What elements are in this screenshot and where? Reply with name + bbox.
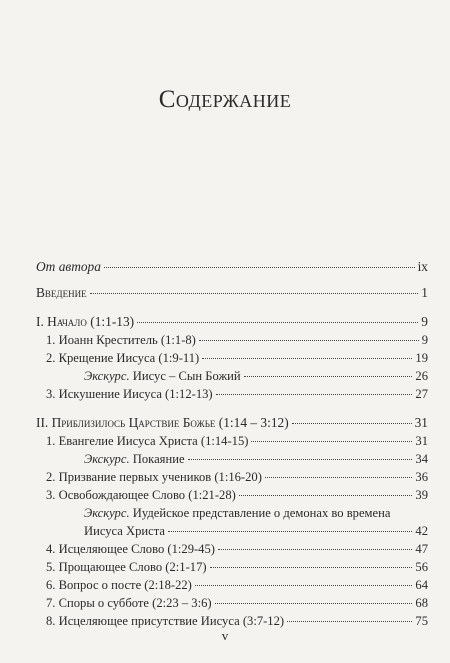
toc-entry-preface[interactable]: [36, 260, 428, 274]
dot-leader: [218, 549, 412, 550]
dot-leader: [188, 459, 413, 460]
toc-entry-part-1[interactable]: [36, 315, 428, 329]
dot-leader: [202, 358, 412, 359]
toc-entry-page: 1: [421, 285, 428, 300]
toc-entry-excursus-son-of-god[interactable]: [84, 369, 428, 383]
toc-entry-1-2[interactable]: [46, 351, 428, 365]
toc-entry-title: 5. Прощающее Слово (2:1-17): [46, 560, 207, 574]
toc-entry-excursus-demons-line1[interactable]: [84, 506, 428, 520]
toc-entry-title: 3. Освобождающее Слово (1:21-28): [46, 488, 236, 502]
toc-entry-title: 6. Вопрос о посте (2:18-22): [46, 578, 192, 592]
page-number: v: [221, 628, 229, 643]
toc-entry-2-7[interactable]: [46, 596, 428, 610]
toc-entry-page: 56: [415, 560, 428, 574]
dot-leader: [210, 567, 413, 568]
toc-entry-page: 26: [415, 369, 428, 383]
toc-entry-title: I. Начало (1:1-13): [36, 314, 135, 329]
toc-entry-title: 1. Евангелие Иисуса Христа (1:14-15): [46, 434, 249, 448]
toc-entry-2-8[interactable]: [46, 614, 428, 628]
excursus-title: Иудейское представление о демонах во времена: [132, 506, 391, 520]
toc-entry-page: 19: [415, 351, 428, 365]
toc-entry-page: 75: [415, 614, 428, 628]
toc-entry-title: 8. Исцеляющее присутствие Иисуса (3:7-12): [46, 614, 285, 628]
toc-entry-title: 1. Иоанн Креститель (1:1-8): [46, 333, 196, 347]
toc-entry-title: 2. Крещение Иисуса (1:9-11): [46, 351, 200, 365]
toc-entry-title: 7. Споры о субботе (2:23 – 3:6): [46, 596, 212, 610]
toc-entry-excursus-repentance[interactable]: [84, 452, 428, 466]
toc-entry-title: [84, 452, 185, 466]
toc-entry-2-6[interactable]: [46, 578, 428, 592]
dot-leader: [199, 340, 419, 341]
toc-entry-1-1[interactable]: [46, 333, 428, 347]
dot-leader: [168, 531, 412, 532]
toc-entry-part-2[interactable]: [36, 416, 428, 430]
toc-entry-page: 47: [415, 542, 428, 556]
dot-leader: [90, 293, 419, 294]
dot-leader: [239, 495, 413, 496]
toc-entry-2-1[interactable]: [46, 434, 428, 448]
toc-entry-excursus-demons-line2[interactable]: [84, 524, 428, 538]
toc-entry-page: 34: [415, 452, 428, 466]
dot-leader: [216, 394, 413, 395]
toc-entry-page: 39: [415, 488, 428, 502]
toc-entry-page: 31: [415, 434, 428, 448]
dot-leader: [265, 477, 413, 478]
toc-entry-page: 42: [415, 524, 428, 538]
excursus-label: Экскурс.: [84, 452, 130, 466]
toc-entry-page: 68: [415, 596, 428, 610]
toc-entry-introduction[interactable]: [36, 286, 428, 300]
toc-entry-title: [84, 506, 390, 520]
excursus-label: Экскурс.: [84, 506, 130, 520]
toc-entry-page: 64: [415, 578, 428, 592]
toc-entry-title: От автора: [36, 259, 101, 274]
toc-entry-page: 31: [414, 415, 428, 430]
toc-entry-title: Введение: [36, 285, 87, 300]
toc-entry-2-2[interactable]: [46, 470, 428, 484]
dot-leader: [195, 585, 413, 586]
toc-entry-page: 9: [421, 333, 428, 347]
excursus-label: Экскурс.: [84, 369, 130, 383]
dot-leader: [104, 267, 415, 268]
toc-entry-title: 4. Исцеляющее Слово (1:29-45): [46, 542, 215, 556]
dot-leader: [244, 376, 413, 377]
toc-entry-2-5[interactable]: [46, 560, 428, 574]
toc-entry-title: 2. Призвание первых учеников (1:16-20): [46, 470, 262, 484]
dot-leader: [137, 322, 418, 323]
excursus-title: Покаяние: [132, 452, 185, 466]
toc-entry-2-4[interactable]: [46, 542, 428, 556]
excursus-title-continued: Иисуса Христа: [84, 524, 166, 538]
toc-entry-page: 36: [415, 470, 428, 484]
toc-entry-title: [84, 369, 241, 383]
dot-leader: [287, 621, 412, 622]
dot-leader: [292, 423, 412, 424]
toc-entry-title: II. Приблизилось Царствие Божье (1:14 – 3:12): [36, 415, 289, 430]
toc-entry-page: 27: [415, 387, 428, 401]
excursus-title: Иисус – Сын Божий: [132, 369, 241, 383]
toc-entry-title: 3. Искушение Иисуса (1:12-13): [46, 387, 213, 401]
toc-entry-2-3[interactable]: [46, 488, 428, 502]
page-title: Содержание: [158, 86, 292, 113]
toc-entry-page: 9: [421, 314, 428, 329]
dot-leader: [251, 441, 412, 442]
toc-entry-1-3[interactable]: [46, 387, 428, 401]
dot-leader: [215, 603, 413, 604]
toc-entry-page: ix: [417, 259, 428, 274]
